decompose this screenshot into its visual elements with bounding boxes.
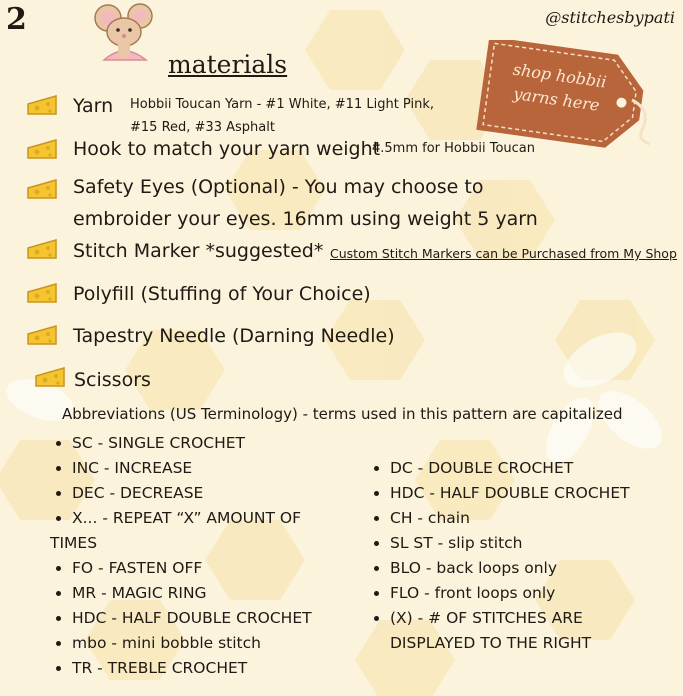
material-hook-note: 4.5mm for Hobbii Toucan [372,141,536,156]
material-stitch-marker: Stitch Marker *suggested* [73,240,324,262]
abbreviation-item: • BLO - back loops only [390,556,630,581]
materials-title: materials [168,50,288,79]
abbreviation-item: • HDC - HALF DOUBLE CROCHET [72,606,312,631]
cheese-icon [26,322,58,348]
abbreviation-item: • mbo - mini bobble stitch [72,631,312,656]
material-yarn-note-2: #15 Red, #33 Asphalt [130,120,275,135]
material-hook: Hook to match your yarn weight [73,138,381,160]
social-handle: @stitchesbypati [545,8,675,27]
cheese-icon [26,92,58,118]
material-safety-eyes-2: embroider your eyes. 16mm using weight 5 yarn [73,208,538,230]
abbreviations-heading: Abbreviations (US Terminology) - terms used in this pattern are capitalized [62,405,623,423]
abbreviation-item: • MR - MAGIC RING [72,581,312,606]
abbreviation-item: • HDC - HALF DOUBLE CROCHET [390,481,630,506]
abbreviation-item: • (X) - # OF STITCHES ARE [390,606,630,631]
abbreviation-item: • DC - DOUBLE CROCHET [390,456,630,481]
cheese-icon [34,364,66,390]
abbreviation-item-continued: TIMES [50,534,98,552]
tag-line-1: shop hobbii [511,59,608,92]
material-yarn-note: Hobbii Toucan Yarn - #1 White, #11 Light Pink, [130,97,434,112]
cheese-icon [26,280,58,306]
material-safety-eyes: Safety Eyes (Optional) - You may choose to [73,176,484,198]
abbreviation-item: • SL ST - slip stitch [390,531,630,556]
material-polyfill: Polyfill (Stuffing of Your Choice) [73,283,371,305]
material-scissors: Scissors [74,369,151,391]
abbreviation-item: • SC - SINGLE CROCHET [72,431,312,456]
abbreviation-item: • FO - FASTEN OFF [72,556,312,581]
abbreviations-list-right [368,456,630,656]
page-number: 2 [6,2,27,37]
cheese-icon [26,236,58,262]
material-yarn: Yarn [73,95,114,117]
abbreviations-list-left [50,431,312,681]
abbreviation-item: • FLO - front loops only [390,581,630,606]
abbreviation-item: • TR - TREBLE CROCHET [72,656,312,681]
cheese-icon [26,136,58,162]
abbreviation-item: • CH - chain [390,506,630,531]
ballerina-mouse-illustration [88,2,168,72]
abbreviation-item: • INC - INCREASE [72,456,312,481]
abbreviation-item: • DEC - DECREASE [72,481,312,506]
custom-stitch-markers-link[interactable]: Custom Stitch Markers can be Purchased from My Shop [330,246,677,261]
cheese-icon [26,176,58,202]
material-tapestry-needle: Tapestry Needle (Darning Needle) [73,325,395,347]
abbreviation-item: • X... - REPEAT “X” AMOUNT OF [72,506,312,531]
abbreviation-item-continued: DISPLAYED TO THE RIGHT [390,634,592,652]
tag-line-2: yarns here [512,83,601,115]
